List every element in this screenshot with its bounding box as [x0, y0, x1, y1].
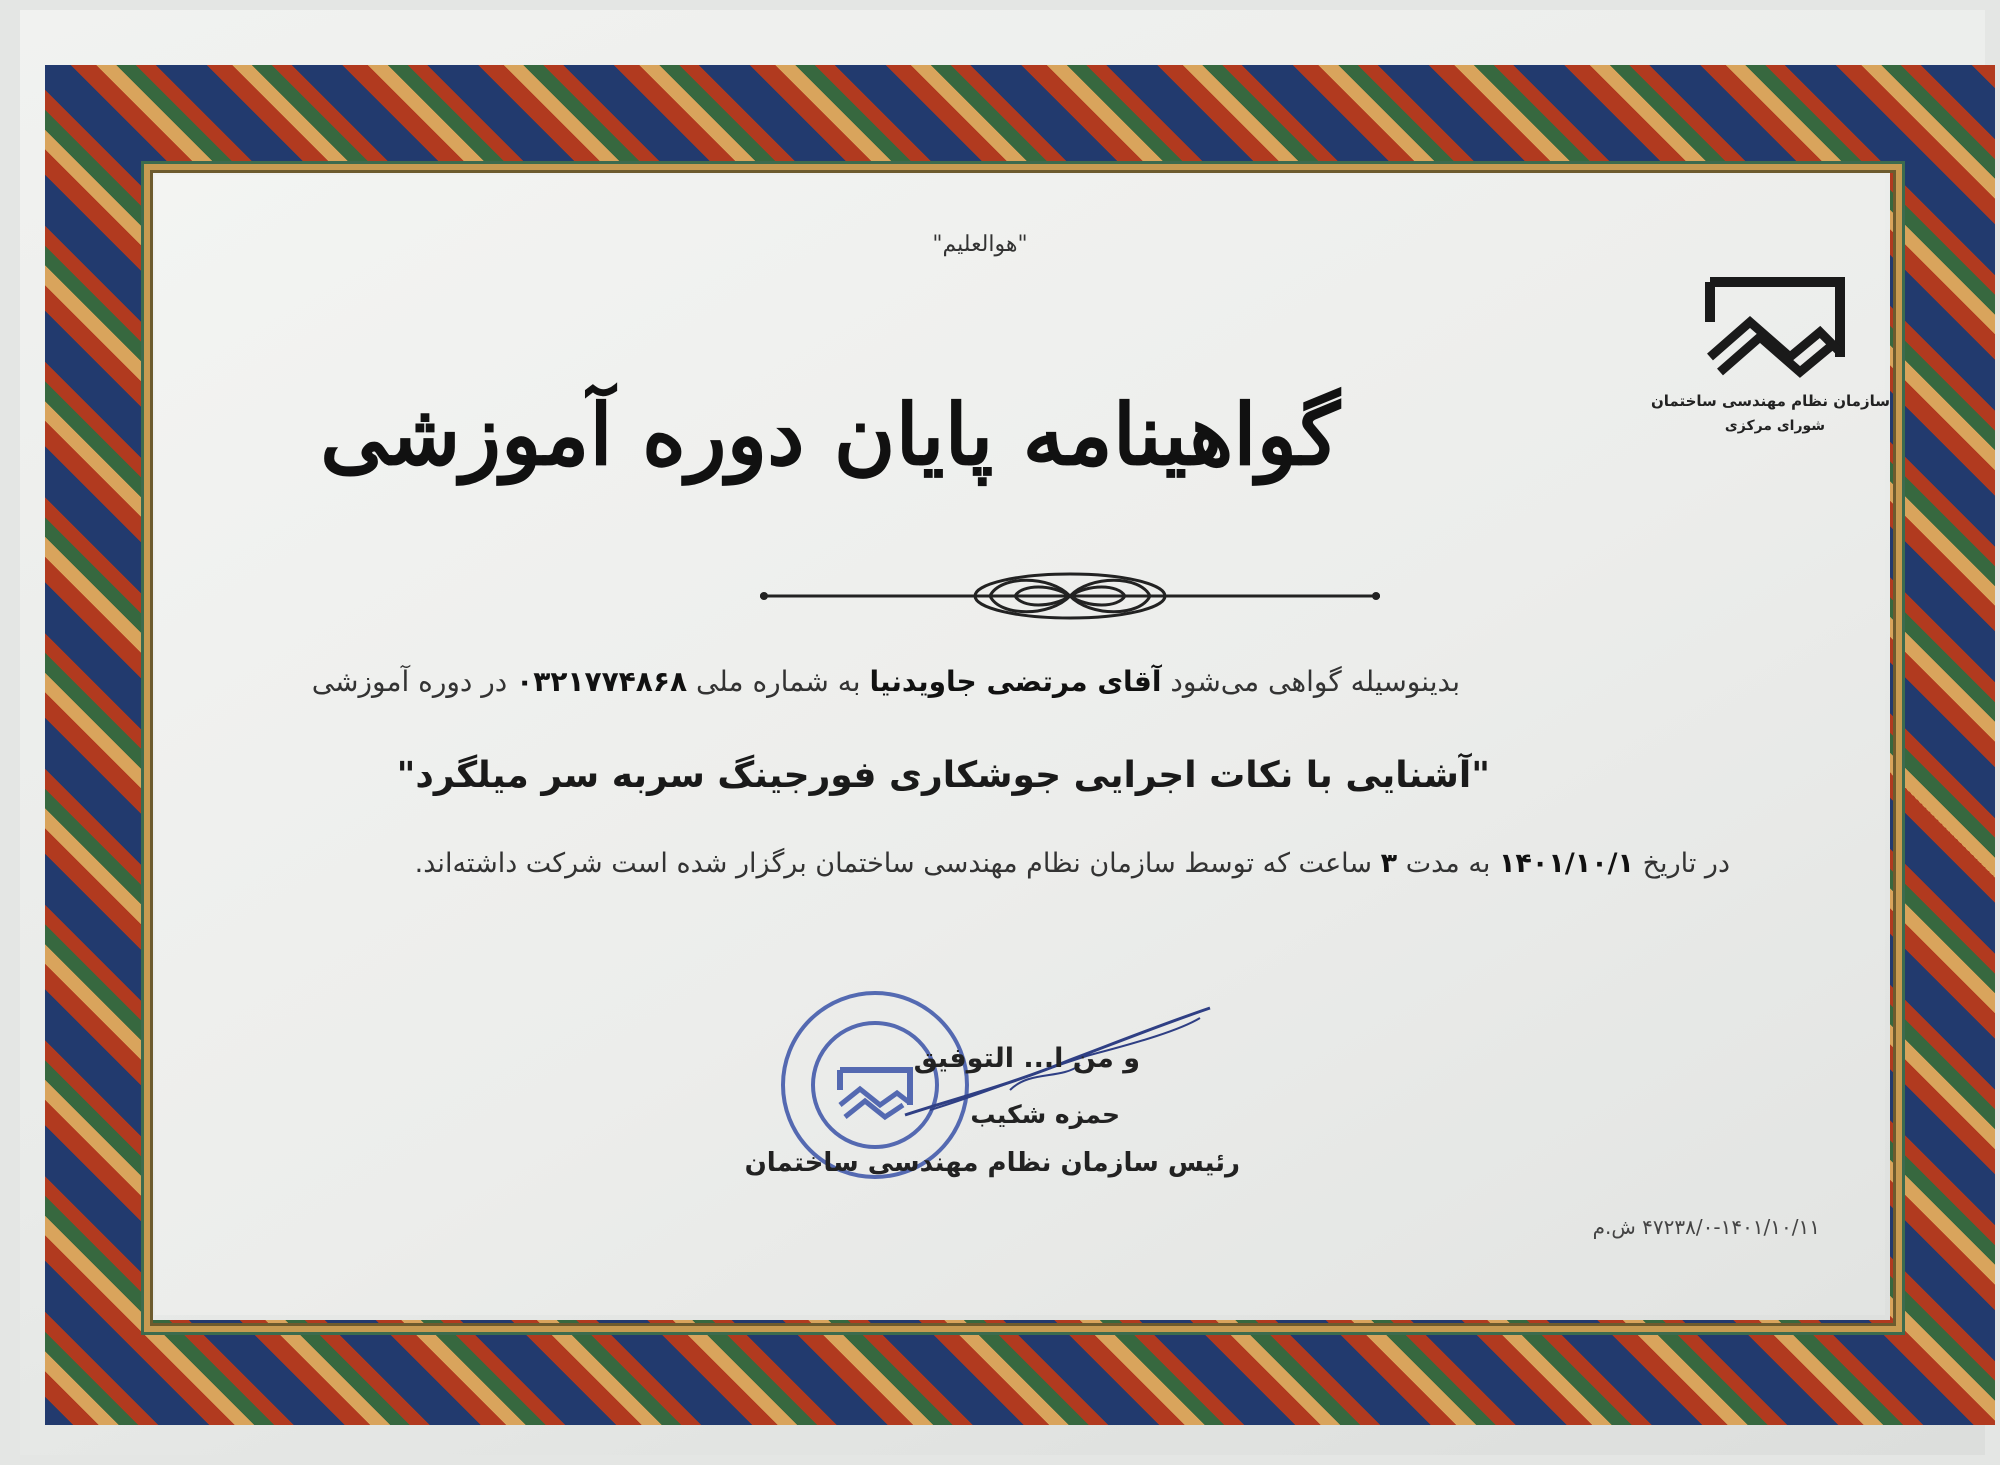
ornamental-divider — [760, 570, 1380, 620]
signer-title: رئیس سازمان نظام مهندسی ساختمان — [744, 1148, 1240, 1178]
body-suffix: در دوره آموزشی — [311, 665, 508, 698]
building-roof-logo-icon — [1690, 262, 1860, 442]
reference-number: ۴۷۲۳۸/۰-۱۴۰۱/۱۰/۱۱ ش.م — [1592, 1215, 1820, 1239]
signer-name: حمزه شکیب — [970, 1100, 1120, 1129]
course-hours: ۳ — [1380, 848, 1398, 879]
invocation-text: "هوالعلیم" — [932, 232, 1028, 257]
certificate-title: گواهینامه پایان دوره آموزشی — [320, 385, 1340, 484]
body-prefix: بدینوسیله گواهی می‌شود — [1170, 665, 1460, 698]
national-id: ۰۳۲۱۷۷۴۸۶۸ — [516, 665, 688, 698]
course-title: "آشنایی با نکات اجرایی جوشکاری فورجینگ سربه سر میلگرد" — [396, 755, 1490, 796]
certificate-body-line-1 — [311, 665, 1460, 698]
closing-phrase: و من ا... التوفیق — [913, 1043, 1140, 1074]
organization-subtitle: شورای مرکزی — [1724, 418, 1826, 434]
body2-suffix: ساعت که توسط سازمان نظام مهندسی ساختمان برگزار شده است شرکت داشته‌اند. — [414, 848, 1373, 879]
date-prefix: در تاریخ — [1642, 848, 1730, 879]
certificate-body-line-2 — [330, 848, 1730, 879]
course-date: ۱۴۰۱/۱۰/۱ — [1498, 848, 1635, 879]
certificate-panel — [155, 175, 1885, 1315]
body-mid: به شماره ملی — [695, 665, 861, 698]
recipient-name: آقای مرتضی جاویدنیا — [869, 665, 1162, 698]
duration-prefix: به مدت — [1405, 848, 1491, 879]
organization-name: سازمان نظام مهندسی ساختمان — [1651, 392, 1890, 410]
